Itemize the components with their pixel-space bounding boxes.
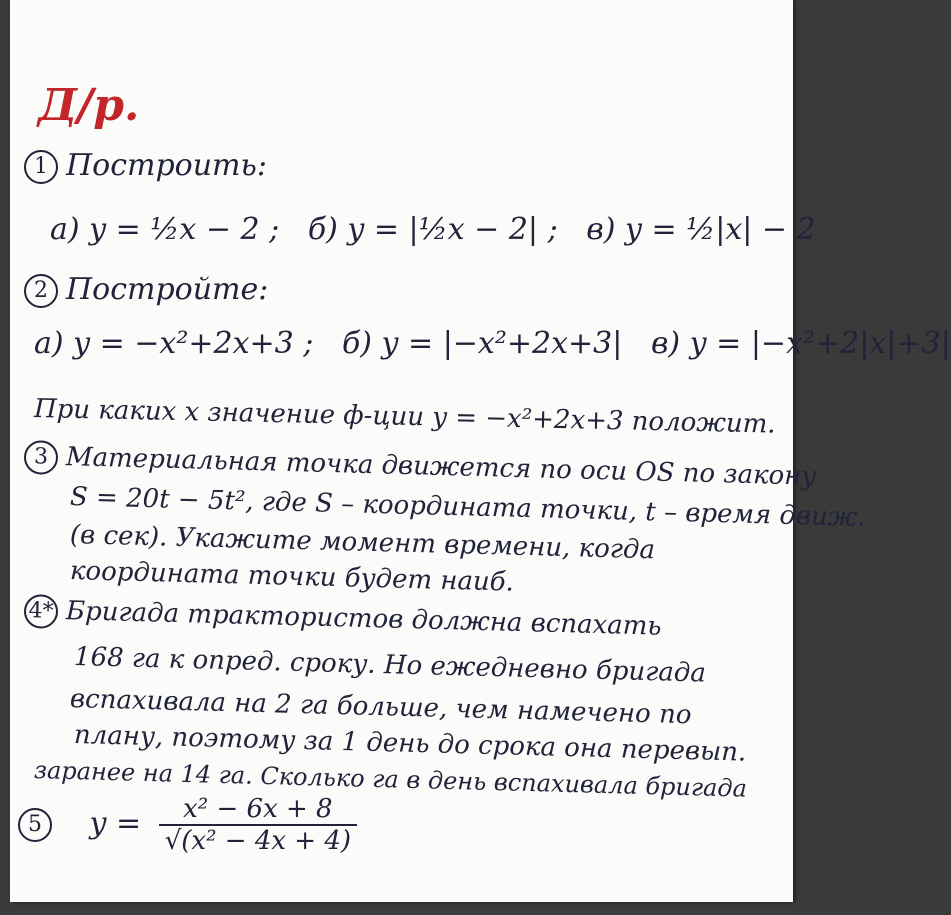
task-5-denominator: √(x² − 4x + 4) xyxy=(164,826,352,856)
task-2-number: 2 xyxy=(24,274,58,308)
task-2-question: При каких x значение ф-ции y = −x²+2x+3 положит. xyxy=(33,394,776,440)
task-2-item-a: а) y = −x²+2x+3 ; xyxy=(34,326,314,361)
task-5-number: 5 xyxy=(18,808,52,842)
task-1-heading xyxy=(24,148,267,184)
task-5-lhs: y = xyxy=(89,806,142,841)
task-3-line-1: 3 Материальная точка движется по оси OS по закону xyxy=(24,440,817,495)
task-4-line-5: заранее на 14 га. Сколько га в день вспахивала бригада xyxy=(33,756,748,803)
task-4-line-4: плану, поэтому за 1 день до срока она перевып. xyxy=(73,720,747,768)
task-3-line-2: S = 20t − 5t², где S – координата точки, t – время движ. xyxy=(69,482,867,533)
task-5-fraction xyxy=(159,794,357,856)
task-3-number: 3 xyxy=(24,440,59,475)
homework-mark: Д/р. xyxy=(38,80,140,131)
task-4-line-1: 4* Бригада трактористов должна вспахать xyxy=(24,594,662,645)
task-1-item-a: а) y = ½x − 2 ; xyxy=(50,212,280,247)
task-2-heading xyxy=(24,272,268,308)
task-1-number: 1 xyxy=(24,150,58,184)
task-5-numerator: x² − 6x + 8 xyxy=(159,794,357,826)
task-3-line-3: (в сек). Укажите момент времени, когда xyxy=(69,520,656,566)
task-5-formula xyxy=(18,794,357,856)
task-4-line-3: вспахивала на 2 га больше, чем намечено по xyxy=(69,684,692,731)
task-3-line-4: координата точки будет наиб. xyxy=(69,556,515,598)
task-2-item-c: в) y = |−x²+2|x|+3| xyxy=(650,326,951,361)
task-1-item-b: б) y = |½x − 2| ; xyxy=(307,212,558,247)
task-2-title: Постройте: xyxy=(66,272,269,307)
paper-sheet xyxy=(10,0,951,902)
task-4-number: 4* xyxy=(24,594,59,629)
task-1-items xyxy=(50,212,816,247)
task-2-item-b: б) y = |−x²+2x+3| xyxy=(341,326,623,361)
task-1-item-c: в) y = ½|x| − 2 xyxy=(586,212,816,247)
task-1-title: Построить: xyxy=(66,148,267,183)
task-4-line-2: 168 га к опред. сроку. Но ежедневно бригада xyxy=(73,642,707,689)
task-2-items xyxy=(34,326,951,361)
